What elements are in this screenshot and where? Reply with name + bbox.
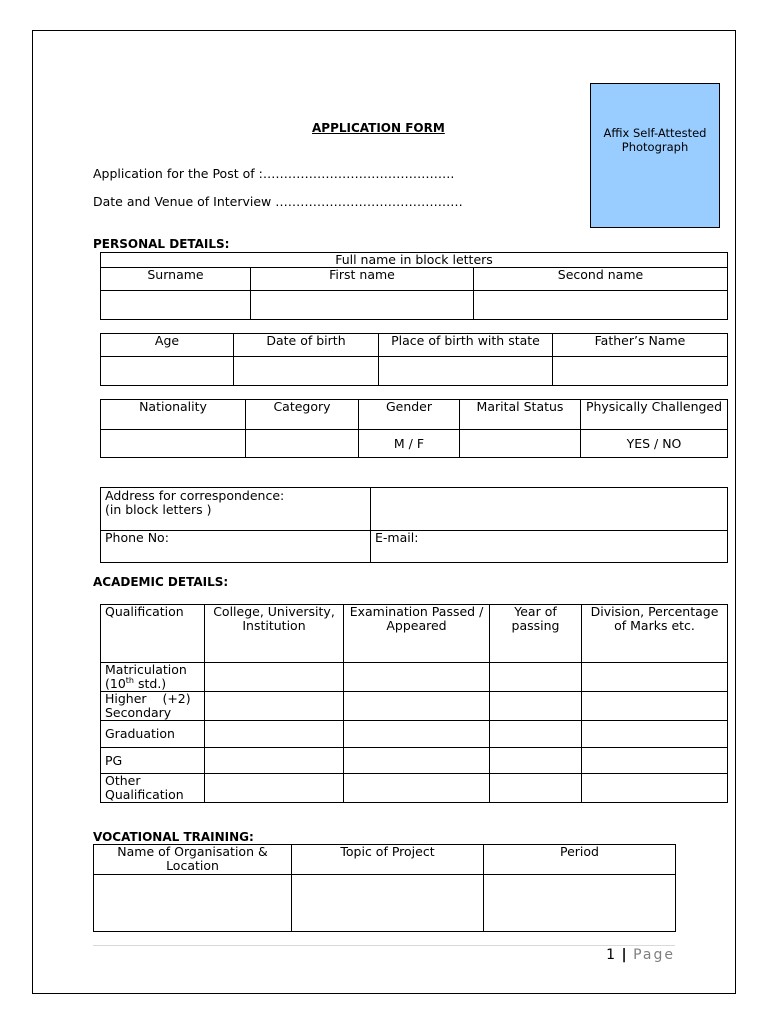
page-word: Page bbox=[633, 947, 675, 963]
other-college-field[interactable] bbox=[205, 774, 344, 803]
other-line1: Other bbox=[105, 773, 141, 788]
graduation-exam-field[interactable] bbox=[344, 721, 490, 748]
graduation-division-field[interactable] bbox=[582, 721, 728, 748]
first-name-header: First name bbox=[251, 268, 474, 291]
birthplace-header: Place of birth with state bbox=[379, 334, 553, 357]
second-name-field[interactable] bbox=[474, 291, 728, 320]
post-line: Application for the Post of :………………………………………. bbox=[93, 166, 455, 181]
period-field[interactable] bbox=[484, 875, 676, 932]
father-name-header: Father’s Name bbox=[553, 334, 728, 357]
nationality-table bbox=[100, 399, 728, 458]
category-field[interactable] bbox=[246, 430, 359, 458]
dob-field[interactable] bbox=[234, 357, 379, 386]
table-row bbox=[101, 692, 728, 721]
organisation-field[interactable] bbox=[94, 875, 292, 932]
physically-challenged-field[interactable]: YES / NO bbox=[581, 430, 728, 458]
topic-field[interactable] bbox=[292, 875, 484, 932]
division-header: Division, Percentage of Marks etc. bbox=[582, 605, 728, 663]
vocational-table bbox=[93, 844, 676, 932]
photo-box-line2: Photograph bbox=[621, 140, 689, 154]
name-table bbox=[100, 252, 728, 320]
second-name-header: Second name bbox=[474, 268, 728, 291]
dob-header: Date of birth bbox=[234, 334, 379, 357]
college-header: College, University, Institution bbox=[205, 605, 344, 663]
matric-year-field[interactable] bbox=[490, 663, 582, 692]
phone-field[interactable] bbox=[101, 531, 371, 563]
address-label bbox=[101, 488, 371, 531]
matric-division-field[interactable] bbox=[582, 663, 728, 692]
marital-status-field[interactable] bbox=[460, 430, 581, 458]
gender-field[interactable]: M / F bbox=[359, 430, 460, 458]
marital-status-header: Marital Status bbox=[460, 400, 581, 430]
address-label-line2: (in block letters ) bbox=[105, 502, 212, 517]
matric-std-sup: th bbox=[125, 675, 135, 685]
form-title: APPLICATION FORM bbox=[312, 121, 445, 135]
graduation-college-field[interactable] bbox=[205, 721, 344, 748]
higher-college-field[interactable] bbox=[205, 692, 344, 721]
higher-line1: Higher (+2) bbox=[105, 691, 191, 706]
surname-field[interactable] bbox=[101, 291, 251, 320]
organisation-header: Name of Organisation & Location bbox=[94, 845, 292, 875]
other-exam-field[interactable] bbox=[344, 774, 490, 803]
nationality-header: Nationality bbox=[101, 400, 246, 430]
period-header: Period bbox=[484, 845, 676, 875]
graduation-year-field[interactable] bbox=[490, 721, 582, 748]
personal-details-heading: PERSONAL DETAILS: bbox=[93, 237, 230, 251]
matric-std-prefix: (10 bbox=[105, 676, 126, 691]
address-field[interactable] bbox=[371, 488, 728, 531]
physically-challenged-header: Physically Challenged bbox=[581, 400, 728, 430]
higher-line2: Secondary bbox=[105, 705, 172, 720]
address-label-line1: Address for correspondence: bbox=[105, 488, 285, 503]
matric-college-field[interactable] bbox=[205, 663, 344, 692]
pg-year-field[interactable] bbox=[490, 748, 582, 774]
higher-division-field[interactable] bbox=[582, 692, 728, 721]
page-number: 1 bbox=[606, 947, 617, 963]
nationality-field[interactable] bbox=[101, 430, 246, 458]
table-row bbox=[101, 663, 728, 692]
photo-box bbox=[590, 83, 720, 228]
academic-table bbox=[100, 604, 728, 803]
table-row bbox=[101, 774, 728, 803]
name-caption: Full name in block letters bbox=[101, 253, 728, 268]
birthplace-field[interactable] bbox=[379, 357, 553, 386]
matriculation-line1: Matriculation bbox=[105, 662, 187, 677]
matriculation-label bbox=[101, 663, 205, 692]
other-line2: Qualification bbox=[105, 787, 184, 802]
page-footer bbox=[606, 947, 675, 963]
photo-box-line1: Affix Self-Attested bbox=[603, 126, 707, 140]
higher-exam-field[interactable] bbox=[344, 692, 490, 721]
email-label: E-mail: bbox=[375, 530, 419, 545]
interview-line: Date and Venue of Interview ……………………………………… bbox=[93, 194, 463, 209]
matric-std-suffix: std.) bbox=[134, 676, 167, 691]
qualification-header: Qualification bbox=[101, 605, 205, 663]
year-header: Year of passing bbox=[490, 605, 582, 663]
email-field[interactable] bbox=[371, 531, 728, 563]
first-name-field[interactable] bbox=[251, 291, 474, 320]
topic-header: Topic of Project bbox=[292, 845, 484, 875]
other-year-field[interactable] bbox=[490, 774, 582, 803]
phone-label: Phone No: bbox=[105, 530, 169, 545]
surname-header: Surname bbox=[101, 268, 251, 291]
other-qualification-label bbox=[101, 774, 205, 803]
pg-exam-field[interactable] bbox=[344, 748, 490, 774]
higher-secondary-label bbox=[101, 692, 205, 721]
higher-year-field[interactable] bbox=[490, 692, 582, 721]
age-header: Age bbox=[101, 334, 234, 357]
table-row bbox=[101, 748, 728, 774]
footer-rule bbox=[93, 945, 675, 946]
pg-division-field[interactable] bbox=[582, 748, 728, 774]
age-field[interactable] bbox=[101, 357, 234, 386]
academic-details-heading: ACADEMIC DETAILS: bbox=[93, 575, 229, 589]
graduation-label: Graduation bbox=[101, 721, 205, 748]
table-row bbox=[101, 721, 728, 748]
pg-college-field[interactable] bbox=[205, 748, 344, 774]
gender-header: Gender bbox=[359, 400, 460, 430]
category-header: Category bbox=[246, 400, 359, 430]
matric-exam-field[interactable] bbox=[344, 663, 490, 692]
matriculation-line2 bbox=[105, 677, 200, 691]
age-table bbox=[100, 333, 728, 386]
address-table bbox=[100, 487, 728, 563]
father-name-field[interactable] bbox=[553, 357, 728, 386]
vocational-training-heading: VOCATIONAL TRAINING: bbox=[93, 830, 254, 844]
pg-label: PG bbox=[101, 748, 205, 774]
other-division-field[interactable] bbox=[582, 774, 728, 803]
page-separator: | bbox=[621, 947, 628, 963]
examination-header: Examination Passed / Appeared bbox=[344, 605, 490, 663]
